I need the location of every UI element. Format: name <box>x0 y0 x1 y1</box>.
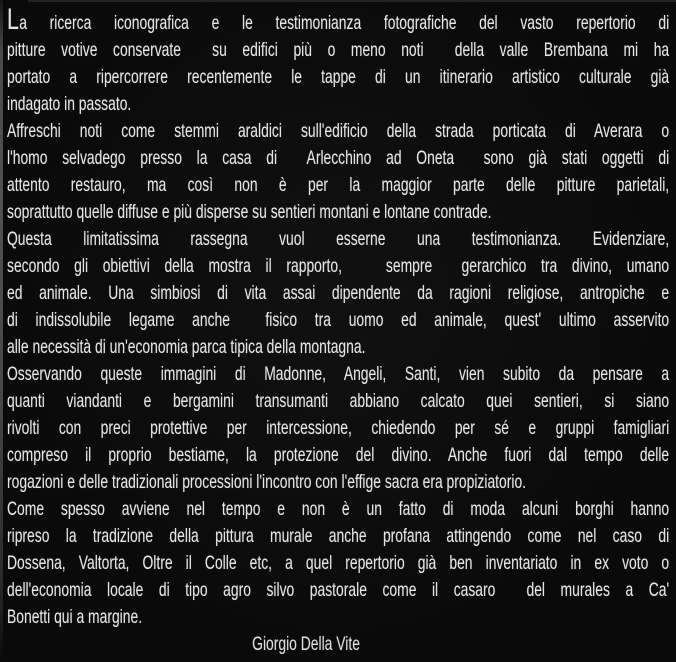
paragraph <box>7 118 669 226</box>
text-line: di indissolubile legame anche fisico tra uomo ed animale, quest' ultimo asservito <box>7 309 670 331</box>
article-body <box>7 3 670 631</box>
top-edge-artifact <box>28 0 676 2</box>
text-line: attento restauro, ma così non è per la maggior parte delle pitture parietali, <box>7 174 670 196</box>
text-line: pitture votive conservate su edifici più o meno noti della valle Brembana mi ha <box>7 39 670 61</box>
text-line: Affreschi noti come stemmi araldici sull'edificio della strada porticata di Averara o <box>7 120 670 142</box>
text-line: Bonetti qui a margine. <box>7 606 143 628</box>
text-line: compreso il proprio bestiame, la protezione del divino. Anche fuori dal tempo delle <box>7 444 670 466</box>
paragraph <box>7 226 669 361</box>
text-line: rivolti con preci protettive per intercessione, chiedendo per sé e gruppi famigliari <box>7 417 670 439</box>
text-line: Osservando queste immagini di Madonne, Angeli, Santi, vien subito da pensare a <box>7 363 670 385</box>
paragraph <box>7 361 669 496</box>
text-line: Come spesso avviene nel tempo e non è un fatto di moda alcuni borghi hanno <box>7 498 670 520</box>
paragraph <box>7 3 670 118</box>
author-signature: Giorgio Della Vite <box>252 633 360 655</box>
text-line: secondo gli obiettivi della mostra il rapporto, sempre gerarchico tra divino, umano <box>7 255 670 277</box>
paragraph <box>7 496 669 631</box>
text-line: l'homo selvadego presso la casa di Arlecchino ad Oneta sono già stati oggetti di <box>7 147 670 169</box>
left-edge-artifact <box>0 0 3 662</box>
text-line: ripreso la tradizione della pittura murale anche profana attingendo come nel caso di <box>7 525 670 547</box>
text-line: Dossena, Valtorta, Oltre il Colle etc, a quel repertorio già ben inventariato in ex voto o <box>7 552 670 574</box>
text-column <box>7 3 670 658</box>
text-line: ed animale. Una simbiosi di vita assai dipendente da ragioni religiose, antropiche e <box>7 282 670 304</box>
text-line: rogazioni e delle tradizionali processioni l'incontro con l'effige sacra era propiziatorio. <box>7 471 527 493</box>
text-line: quanti viandanti e bergamini transumanti abbiano calcato quei sentieri, si siano <box>7 390 670 412</box>
text-line: La ricerca iconografica e le testimonianza fotografiche del vasto repertorio di <box>7 3 670 36</box>
text-content <box>7 3 676 658</box>
text-line: soprattutto quelle diffuse e più disperse su sentieri montani e lontane contrade. <box>7 201 492 223</box>
text-line: alle necessità di un'economia parca tipica della montagna. <box>7 336 366 358</box>
dropcap-letter: L <box>7 3 20 36</box>
text-line: Questa limitatissima rassegna vuol esserne una testimonianza. Evidenziare, <box>7 228 670 250</box>
text-line: dell'economia locale di tipo agro silvo pastorale come il casaro del murales a Ca' <box>7 579 670 601</box>
text-line: portato a ripercorrere recentemente le tappe di un itinerario artistico culturale già <box>7 66 670 88</box>
text-line: indagato in passato. <box>7 93 132 115</box>
